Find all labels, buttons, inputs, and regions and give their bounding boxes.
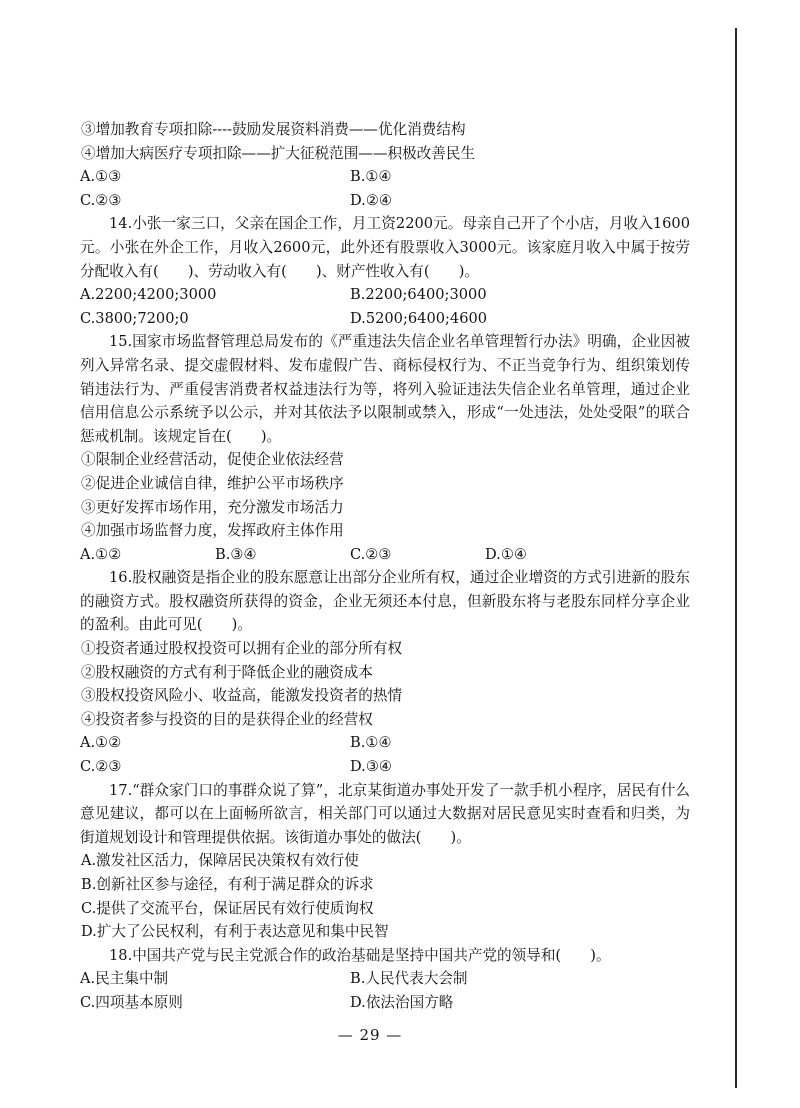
q14-option-d: D.5200;6400;4600 xyxy=(350,309,488,327)
q15-option-a: A.①② xyxy=(80,545,122,563)
q16-option-a: A.①② xyxy=(80,734,122,752)
q16-options-row-2 xyxy=(80,755,690,779)
q18-option-d: D.依法治国方略 xyxy=(350,993,454,1011)
q14-options-row-2 xyxy=(80,307,690,331)
q14-option-b: B.2200;6400;3000 xyxy=(350,286,487,304)
q14-stem: 14.小张一家三口，父亲在国企工作，月工资2200元。母亲自己开了个小店，月收入1600元。小张在外企工作，月收入2600元，此外还有股票收入3000元。该家庭月收入中属于按劳分配收入有( )、劳动收入有( )、财产性收入有( )。 xyxy=(80,215,690,280)
q18-options-row-1 xyxy=(80,967,690,991)
q15-item-1: ①限制企业经营活动，促使企业依法经营 xyxy=(81,451,344,469)
q15-item-3: ③更好发挥市场作用，充分激发市场活力 xyxy=(81,498,344,516)
q16-option-d: D.③④ xyxy=(350,758,392,776)
binding-margin-line xyxy=(735,28,737,1088)
q13-option-b: B.①④ xyxy=(350,168,392,186)
q15-item-4: ④加强市场监督力度，发挥政府主体作用 xyxy=(81,522,344,540)
q13-option-c: C.②③ xyxy=(80,191,122,209)
q15-option-b: B.③④ xyxy=(215,545,257,563)
q14-option-c: C.3800;7200;0 xyxy=(80,309,189,327)
q18-option-a: A.民主集中制 xyxy=(80,970,169,988)
q15-options-row xyxy=(80,543,690,567)
q13-options-row-1 xyxy=(80,165,690,189)
q17-option-a: A.激发社区活力，保障居民决策权有效行使 xyxy=(81,852,359,870)
q17-option-c: C.提供了交流平台，保证居民有效行使质询权 xyxy=(81,899,374,917)
q14-option-a: A.2200;4200;3000 xyxy=(80,286,217,304)
q13-options-row-2 xyxy=(80,189,690,213)
q18-option-c: C.四项基本原则 xyxy=(80,993,183,1011)
q16-stem: 16.股权融资是指企业的股东愿意让出部分企业所有权，通过企业增资的方式引进新的股东的融资方式。股权融资所获得的资金，企业无须还本付息，但新股东将与老股东同样分享企业的盈利。由此可见( )。 xyxy=(80,569,690,634)
q16-option-b: B.①④ xyxy=(350,734,392,752)
q18-option-b: B.人民代表大会制 xyxy=(350,970,468,988)
q17-option-b: B.创新社区参与途径，有利于满足群众的诉求 xyxy=(81,876,374,893)
q16-options-row-1 xyxy=(80,731,690,755)
q13-option-a: A.①③ xyxy=(80,168,122,186)
q13-item-4: ④增加大病医疗专项扣除——扩大征税范围——积极改善民生 xyxy=(81,144,476,162)
q15-option-c: C.②③ xyxy=(350,545,392,563)
q16-item-1: ①投资者通过股权投资可以拥有企业的部分所有权 xyxy=(81,640,403,658)
q16-item-2: ②股权融资的方式有利于降低企业的融资成本 xyxy=(81,663,373,681)
q17-stem: 17.“群众家门口的事群众说了算”，北京某街道办事处开发了一款手机小程序，居民有什么意见建议，都可以在上面畅所欲言，相关部门可以通过大数据对居民意见实时查看和归类，为街道规划设计和管理提供依据。该街道办事处的做法( )。 xyxy=(80,781,690,846)
page-number: — 29 — xyxy=(337,1026,403,1044)
q15-item-2: ②促进企业诚信自律，维护公平市场秩序 xyxy=(81,474,344,492)
q14-options-row-1 xyxy=(80,283,690,307)
q16-item-3: ③股权投资风险小、收益高，能激发投资者的热情 xyxy=(81,687,403,705)
q13-item-3: ③增加教育专项扣除----鼓励发展资料消费——优化消费结构 xyxy=(81,121,466,138)
question-content xyxy=(80,118,690,1015)
q18-options-row-2 xyxy=(80,991,690,1015)
q17-option-d: D.扩大了公民权利，有利于表达意见和集中民智 xyxy=(81,923,389,941)
q15-stem: 15.国家市场监督管理总局发布的《严重违法失信企业名单管理暂行办法》明确，企业因被列入异常名录、提交虚假材料、发布虚假广告、商标侵权行为、不正当竞争行为、组织策划传销违法行为、严重侵害消费者权益违法行为等，将列入验证违法失信企业名单管理，通过企业信用信息公示系统予以公示，并对其依法予以限制或禁入，形成“一处违法，处处受限”的联合惩戒机制。该规定旨在( )。 xyxy=(80,333,690,445)
q13-option-d: D.②④ xyxy=(350,191,392,209)
q16-option-c: C.②③ xyxy=(80,758,122,776)
q16-item-4: ④投资者参与投资的目的是获得企业的经营权 xyxy=(81,710,373,728)
q18-stem: 18.中国共产党与民主党派合作的政治基础是坚持中国共产党的领导和( )。 xyxy=(109,946,611,964)
q15-option-d: D.①④ xyxy=(485,545,527,563)
